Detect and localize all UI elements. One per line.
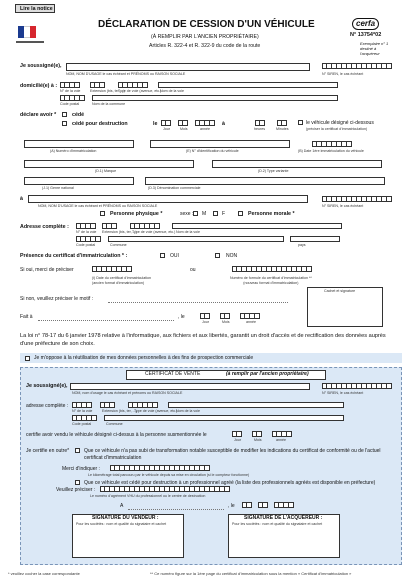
coupon-certifie-label: certifie avoir vendu le véhicule désigné ci-dessus à la personne susmentionnée le [26,432,207,438]
coupon-addr-hint-2: Type de voie (avenue, etc.) [134,409,178,413]
first-immat-hint: (B) Date 1ère immatriculation du véhicule [298,149,364,153]
fait-a-label: Fait à [20,314,33,320]
kilometrage-field[interactable] [110,465,210,471]
buyer-postcode[interactable] [76,236,101,242]
buyer-cp-hint: Code postal [76,243,96,247]
form-subtitle: (À REMPLIR PAR L'ANCIEN PROPRIÉTAIRE) [151,34,259,40]
buyer-name-field[interactable] [28,195,308,203]
buyer-addr-hint-0: N° de la voie [76,230,97,234]
cede-checkbox[interactable] [62,112,67,117]
form-articles: Articles R. 322-4 et R. 322-9 du code de la route [149,43,261,49]
buyer-commune-hint: Commune [110,243,127,247]
opposition-checkbox[interactable] [25,356,30,361]
flag-icon [18,26,36,38]
buyer-addr-hint-1: Extension (bis, ter, ...) [102,230,137,234]
cerfa-logo: cerfa [352,18,379,30]
seller-postcode[interactable] [60,95,85,101]
immat-field[interactable] [24,140,134,148]
buyer-siren-field[interactable] [322,196,392,202]
destruction-checkbox[interactable] [75,480,80,485]
personne-morale-checkbox[interactable] [238,211,243,216]
si-non-label: Si non, veuillez préciser le motif : [20,296,94,302]
sexe-label: sexe : [180,211,194,217]
notice-button[interactable] [15,4,55,13]
buyer-street-type[interactable] [130,223,160,229]
coupon-title-note: (à remplir par l'ancien propriétaire) [226,371,309,377]
seller-name-hint: NOM, NOM D'USAGE le cas échéant et PRÉNOMS ou RAISON SOCIALE [66,72,186,76]
coupon-name-hint: NOM, nom d'usage le cas échéant et prénoms ou RAISON SOCIALE [72,391,183,395]
cerfa-number: N° 13754*02 [350,32,382,38]
coupon-title: CERTIFICAT DE VENTE [145,371,201,377]
coupon-soussigne-label: Je soussigné(e), [26,383,68,389]
transformation-text: Que ce véhicule n'a pas subi de transformation notable susceptible de modifier les indications du certificat de conformité ou de l'actuel certificat d'immatriculation [84,448,381,461]
designated-checkbox[interactable] [298,120,303,125]
sign-month-hint: Mois [222,320,230,324]
notice-button-label: Lire la notice [20,6,53,12]
coupon-sale-month[interactable] [252,431,262,437]
presence-oui-checkbox[interactable] [160,253,165,258]
seller-siren-hint: N° SIREN, le cas échéant [322,72,364,76]
coupon-a-label: A [120,503,124,509]
coupon-commune[interactable] [104,415,344,421]
coupon-sale-day[interactable] [232,431,242,437]
sign-month[interactable] [220,313,230,319]
personne-morale-label: Personne morale * [248,211,295,217]
sexe-m-label: M [202,211,207,217]
cession-minutes[interactable] [277,120,287,126]
coupon-siren-field[interactable] [322,383,392,389]
buyer-pays-hint: pays [298,243,306,247]
vin-hint: (E) N° d'identification du véhicule [186,149,239,153]
coupon-sale-month-hint: Mois [254,438,262,442]
cession-year-hint: année [200,127,210,131]
seller-cp-hint: Code postal [60,102,80,106]
ou-label: ou [190,267,196,273]
cession-minutes-hint: Minutes [276,127,289,131]
si-oui-label: Si oui, merci de préciser [20,267,74,273]
buyer-addr-hint-2: Type de voie (avenue, etc.) [132,230,176,234]
seller-commune-hint: Nom de la commune [92,102,126,106]
coupon-sign-year[interactable] [274,502,294,508]
cession-hours-hint: heures [254,127,265,131]
genre-field[interactable] [24,177,134,185]
coupon-sign-month[interactable] [258,502,268,508]
coupon-siren-hint: N° SIREN, le cas échéant [322,391,364,395]
personne-physique-checkbox[interactable] [100,211,105,216]
coupon-addr-hint-3: Nom de la voie [176,409,200,413]
immat-hint: (A) Numéro d'immatriculation [50,149,97,153]
seller-commune[interactable] [92,95,338,101]
buyer-a-label: à [20,196,23,202]
coupon-street-name[interactable] [168,402,344,408]
buyer-street-number[interactable] [76,223,96,229]
certificate-numero-field[interactable] [232,266,312,272]
kilometrage-note: Le kilométrage total parcouru par le véhicule depuis sa mise en circulation (si le compteur fonctionne) [88,473,250,477]
cede-label: cédé [72,112,85,118]
coupon-name-field[interactable] [70,383,310,390]
presence-oui-label: OUI [170,253,179,259]
coupon-le-label: , le [228,503,235,509]
copy-note: Exemplaire n° 1 destiné à l'acquéreur [360,41,389,56]
cession-day[interactable] [161,120,171,126]
fait-le-label: , le [178,314,185,320]
cession-month-hint: Mois [180,127,188,131]
sign-day[interactable] [200,313,210,319]
seller-addr-hint-0: N° de la voie [60,89,81,93]
footer-note-checkbox: * veuillez cocher la case correspondante [8,571,80,576]
seller-street-number[interactable] [60,82,80,88]
coupon-postcode[interactable] [72,415,97,421]
seller-addr-hint-2: Type de voie (avenue, etc.) [118,89,162,93]
buyer-signature-label: SIGNATURE DE L'ACQUÉREUR : [244,515,323,521]
genre-hint: (J.1) Genre national [42,186,74,190]
cnil-notice: La loi n° 78-17 du 6 janvier 1978 relative à l'informatique, aux fichiers et aux libertés, garantit un droit d'accès et de rectification des données auprès d'une préfecture de son choix. [20,333,386,347]
seller-addr-hint-3: Nom de la voie [160,89,184,93]
first-immat-date[interactable] [312,141,352,147]
certificate-numero-hint: Numéro de formule du certificat d'immatriculation ** (nouveau format d'immatriculation) [230,276,312,285]
type-field[interactable] [212,160,382,168]
seller-domicile-label: domicilié(e) à : [20,83,58,89]
coupon-place-field[interactable] [128,509,224,510]
designated-note: (préciser la certificat d'immatriculation) [306,127,368,131]
personne-physique-label: Personne physique * [110,211,163,217]
coupon-street-type[interactable] [128,402,158,408]
sign-day-hint: Jour [202,320,209,324]
seller-addr-hint-1: Extension (bis, ter, ...) [90,89,125,93]
buyer-signature-note: Pour les sociétés : nom et qualité du signataire et cachet [232,522,323,526]
stamp-label: Cachet et signature [324,289,356,293]
buyer-siren-hint: N° SIREN, le cas échéant [322,204,364,208]
coupon-addr-hint-0: N° de la voie [72,409,93,413]
sexe-m-checkbox[interactable] [193,211,198,216]
cession-date-le: le [153,121,158,127]
brand-field[interactable] [24,160,194,168]
cession-day-hint: Jour [163,127,170,131]
coupon-adresse-label: adresse complète : [26,403,69,409]
destruction-text: Que ce véhicule est cédé pour destruction à un professionnel agréé (la liste des professionnels agréés est disponible en préfecture) [84,480,376,486]
cession-time-a: à [222,121,225,127]
coupon-sign-day[interactable] [242,502,252,508]
buyer-extension[interactable] [102,223,117,229]
coupon-sale-day-hint: Jour [234,438,241,442]
transformation-checkbox[interactable] [75,448,80,453]
cession-hours[interactable] [255,120,265,126]
seller-signature-note: Pour les sociétés : nom et qualité du signataire et cachet [76,522,167,526]
fait-a-field[interactable] [38,320,174,321]
seller-name-field[interactable] [66,63,310,71]
footer-note-numero: ** Ce numéro figure sur la 1ère page du certificat d'immatriculation sous la mention « Certificat d'immatriculation » [150,571,352,576]
seller-street-name[interactable] [158,82,338,88]
certifie-outre-label: Je certifie en outre* [26,448,70,454]
sign-year-hint: année [246,320,256,324]
seller-siren-field[interactable] [322,63,392,69]
veuillez-label: Veuillez préciser : [56,487,96,493]
denomination-field[interactable] [145,177,385,185]
seller-extension[interactable] [90,82,105,88]
coupon-extension[interactable] [100,402,115,408]
sexe-f-label: F [222,211,226,217]
buyer-commune[interactable] [108,236,284,242]
cession-year[interactable] [195,120,215,126]
seller-soussigne-label: Je soussigné(e), [20,63,62,69]
opposition-label: Je m'oppose à la réutilisation de mes données personnelles à des fins de prospection commerciale [34,355,254,361]
certificate-date-field[interactable] [92,266,132,272]
buyer-addr-hint-3: Nom de la voie [176,230,200,234]
buyer-pays[interactable] [290,236,340,242]
sign-year[interactable] [240,313,260,319]
denomination-hint: (D.3) Dénomination commerciale [148,186,201,190]
vin-field[interactable] [150,140,290,148]
coupon-sale-year-hint: année [276,438,286,442]
coupon-sale-year[interactable] [272,431,292,437]
type-hint: (D.2) Type variante [258,169,289,173]
buyer-street-name[interactable] [172,223,342,229]
presence-non-label: NON [226,253,238,259]
certificate-date-hint: (i) Date du certificat d'immatriculation (ancien format d'immatriculation) [92,276,152,285]
coupon-addr-hint-1: Extension (bis, ter, ...) [102,409,137,413]
declare-label: déclare avoir * [20,112,57,118]
coupon-cp-hint: Code postal [72,422,92,426]
cede-destruction-label: cédé pour destruction [72,121,128,127]
form-title: DÉCLARATION DE CESSION D'UN VÉHICULE [98,19,315,30]
agrement-field[interactable] [100,486,230,492]
coupon-commune-hint: Commune [106,422,123,426]
coupon-street-number[interactable] [72,402,92,408]
merci-label: Merci d'indiquer : [62,466,100,472]
marianne-logo [12,24,52,46]
presence-non-checkbox[interactable] [215,253,220,258]
designated-label: le véhicule désigné ci-dessous [306,120,374,126]
presence-label: Présence du certificat d'immatriculation * : [20,253,128,259]
cession-month[interactable] [178,120,188,126]
brand-hint: (D.1) Marque [95,169,117,173]
cede-destruction-checkbox[interactable] [62,121,67,126]
seller-signature-label: SIGNATURE DU VENDEUR : [92,515,159,521]
buyer-name-hint: NOM, NOM D'USAGE le cas échéant et PRÉNOMS ou RAISON SOCIALE [38,204,158,208]
seller-street-type[interactable] [118,82,148,88]
motif-field[interactable] [108,302,288,303]
agrement-note: Le numéro d'agrément VHU du professionnel ou le centre de destruction [90,494,206,498]
buyer-adresse-label: Adresse complète : [20,224,69,230]
sexe-f-checkbox[interactable] [213,211,218,216]
